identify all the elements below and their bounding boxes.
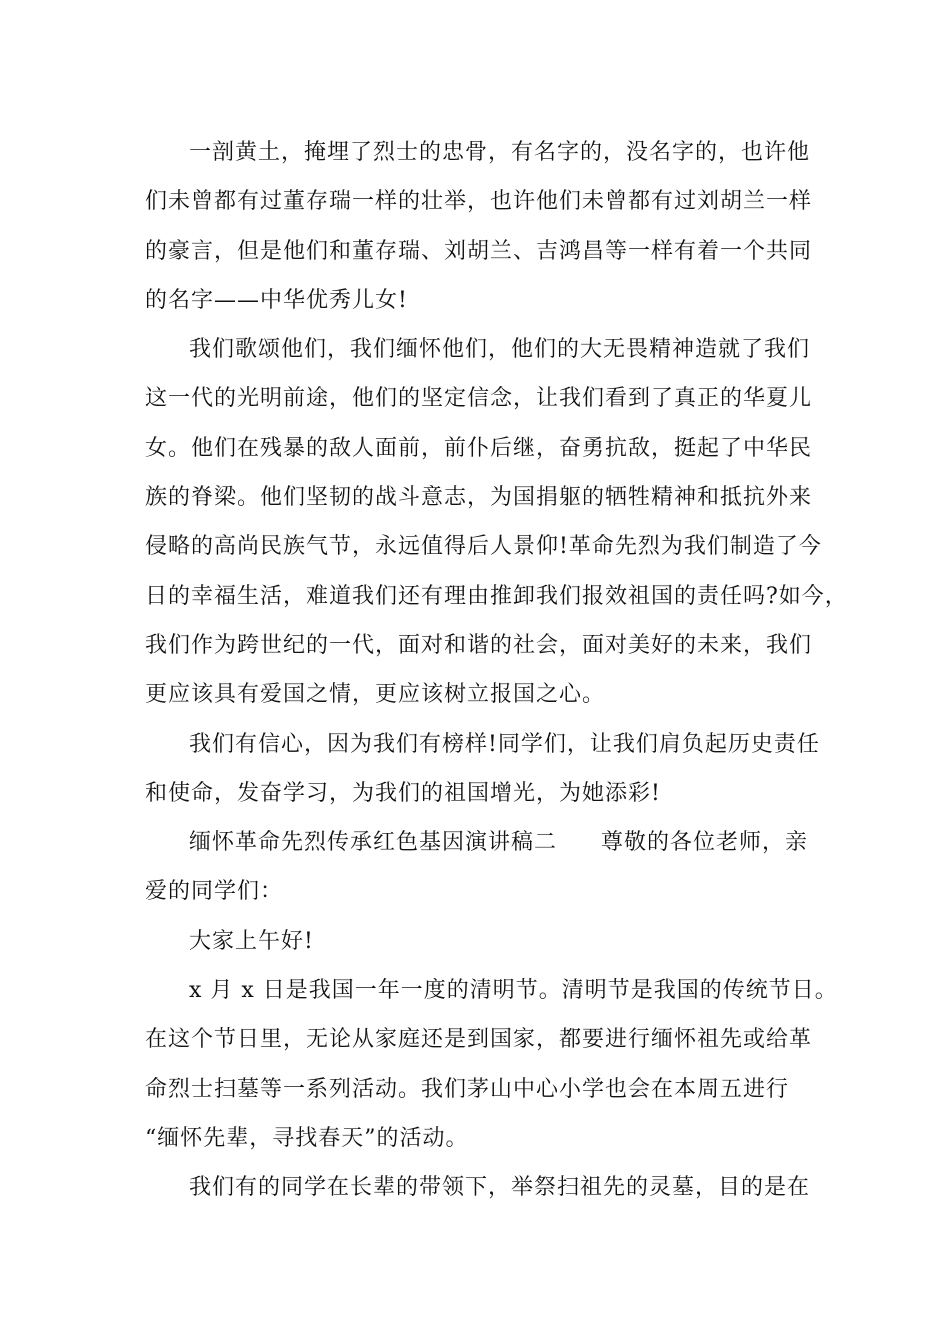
paragraph-2 — [145, 325, 848, 719]
text-line: 的名字——中华优秀儿女! — [145, 287, 408, 313]
text-line: 在这个节日里，无论从家庭还是到国家，都要进行缅怀祖先或给革 — [145, 1027, 813, 1053]
text-line: 命烈士扫墓等一系列活动。我们茅山中心小学也会在本周五进行 — [145, 1076, 790, 1102]
text-line: 爱的同学们： — [145, 879, 284, 905]
text-line: 我们歌颂他们，我们缅怀他们，他们的大无畏精神造就了我们 — [189, 337, 811, 363]
text-line: 我们作为跨世纪的一代，面对和谐的社会，面对美好的未来，我们 — [145, 632, 813, 658]
paragraph-7 — [145, 1163, 810, 1212]
text-line: 更应该具有爱国之情，更应该树立报国之心。 — [145, 682, 606, 708]
salutation-start: 尊敬的各位老师，亲 — [601, 830, 809, 856]
paragraph-6 — [145, 966, 838, 1163]
text-line: 女。他们在残暴的敌人面前，前仆后继，奋勇抗敌，挺起了中华民 — [145, 435, 813, 461]
text-line: 我们有的同学在长辈的带领下，举祭扫祖先的灵墓，目的是在 — [189, 1175, 811, 1201]
text-line: “缅怀先辈，寻找春天”的活动。 — [145, 1125, 469, 1151]
document-body — [145, 128, 848, 1213]
text-line: 的豪言，但是他们和董存瑞、刘胡兰、吉鸿昌等一样有着一个共同 — [145, 238, 813, 264]
paragraph-1 — [145, 128, 813, 325]
speech-title: 缅怀革命先烈传承红色基因演讲稿二 — [189, 830, 558, 856]
greeting-line: 大家上午好! — [189, 928, 314, 954]
text-line: 日的幸福生活，难道我们还有理由推卸我们报效祖国的责任吗?如今， — [145, 583, 848, 609]
text-line: 们未曾都有过董存瑞一样的壮举，也许他们未曾都有过刘胡兰一样 — [145, 189, 813, 215]
paragraph-4 — [145, 818, 810, 917]
paragraph-3 — [145, 720, 820, 819]
speech-title-line — [145, 818, 810, 867]
text-line: 一剖黄土，掩埋了烈士的忠骨，有名字的，没名字的，也许他 — [189, 140, 811, 165]
paragraph-5 — [145, 917, 810, 966]
text-line: 我们有信心，因为我们有榜样!同学们，让我们肩负起历史责任 — [189, 731, 820, 757]
text-line: 和使命，发奋学习，为我们的祖国增光，为她添彩! — [145, 780, 661, 806]
text-line: x 月 x 日是我国一年一度的清明节。清明节是我国的传统节日。 — [189, 978, 838, 1004]
text-line: 族的脊梁。他们坚韧的战斗意志，为国捐躯的牺牲精神和抵抗外来 — [145, 485, 813, 511]
text-line: 侵略的高尚民族气节，永远值得后人景仰!革命先烈为我们制造了今 — [145, 534, 822, 560]
text-line: 这一代的光明前途，他们的坚定信念，让我们看到了真正的华夏儿 — [145, 386, 813, 412]
